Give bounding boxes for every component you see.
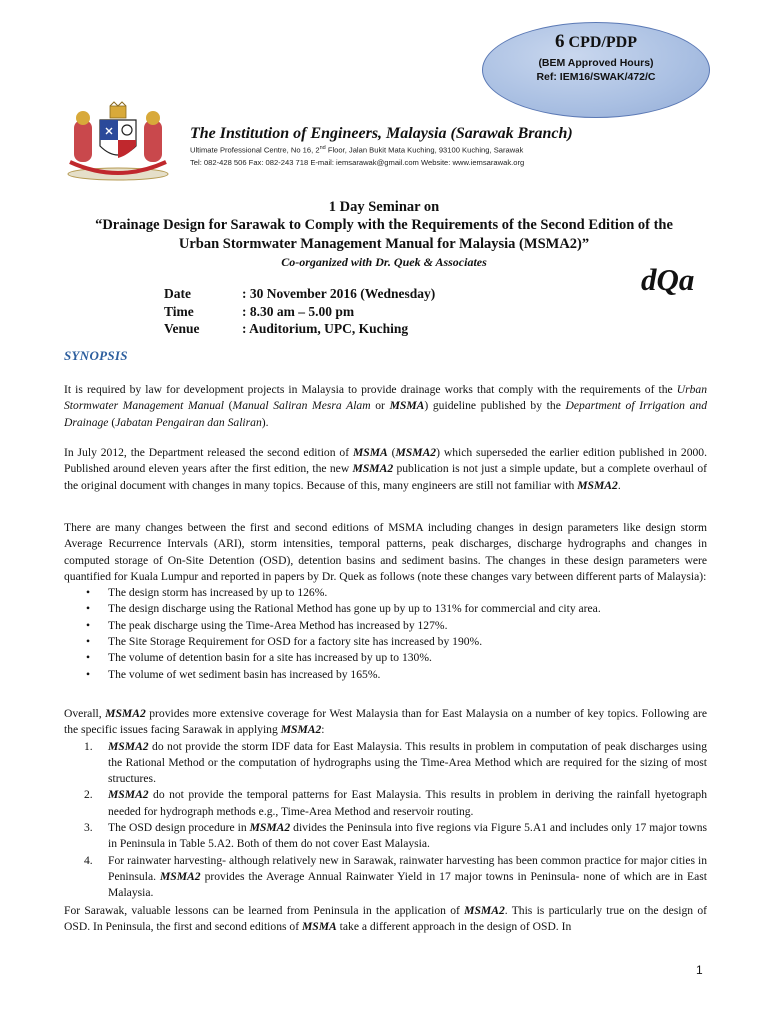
issue-item bbox=[64, 820, 707, 853]
text-run-bold-italic: MSMA2 bbox=[395, 446, 437, 459]
institution-contact: Tel: 082-428 506 Fax: 082-243 718 E-mail: iemsarawak@gmail.com Website: www.iemsarawak.org bbox=[190, 158, 525, 167]
text-run-bold-italic: MSMA2 bbox=[105, 707, 146, 720]
text-run: The OSD design procedure in bbox=[108, 821, 250, 835]
text-run: ( bbox=[387, 446, 396, 459]
detail-label: Date bbox=[164, 286, 191, 301]
text-run-bold-italic: MSMA bbox=[352, 446, 388, 459]
address-part2: Floor, Jalan Bukit Mata Kuching, 93100 Kuching, Sarawak bbox=[325, 145, 524, 155]
text-run: Overall, bbox=[64, 707, 106, 720]
text-run: ) guideline published by the bbox=[424, 399, 566, 413]
issue-item bbox=[64, 853, 707, 902]
detail-time bbox=[164, 303, 435, 321]
issue-item bbox=[64, 739, 707, 788]
text-run: ) which superseded the earlier edition published in 2000. Published around eleven years after the first edition, the new bbox=[64, 446, 707, 476]
seminar-title-line2: Urban Stormwater Management Manual for Malaysia (MSMA2)” bbox=[178, 236, 590, 252]
cpd-approved: (BEM Approved Hours) bbox=[538, 57, 654, 69]
changes-bullet-list bbox=[64, 585, 707, 683]
sarawak-issues-list bbox=[64, 739, 707, 902]
text-run: . This is particularly true on the design of OSD. In Peninsula, the first and second editions of bbox=[64, 904, 707, 934]
seminar-details bbox=[164, 285, 435, 338]
issue-number: 2. bbox=[84, 788, 93, 802]
detail-date bbox=[164, 285, 435, 303]
cpd-unit: CPD/PDP bbox=[568, 34, 637, 51]
text-run: take a different approach in the design of OSD. In bbox=[336, 920, 572, 934]
cpd-badge bbox=[482, 22, 710, 118]
detail-value: : 30 November 2016 (Wednesday) bbox=[242, 286, 436, 301]
text-run: : bbox=[321, 723, 325, 737]
text-run-italic: Jabatan Pengairan dan Saliran bbox=[115, 415, 262, 429]
seminar-label: 1 Day Seminar on bbox=[328, 199, 440, 215]
text-run-italic: Manual Saliran Mesra Alam bbox=[232, 399, 371, 413]
text-run: It is required by law for development projects in Malaysia to provide drainage works that comply with the requirements of the bbox=[64, 383, 677, 396]
text-run-bold-italic: MSMA bbox=[389, 399, 425, 413]
text-run-bold-italic: MSMA2 bbox=[108, 788, 149, 802]
institution-name: The Institution of Engineers, Malaysia (Sarawak Branch) bbox=[190, 125, 573, 142]
text-run-bold-italic: MSMA bbox=[301, 920, 337, 934]
bullet-item: • The design storm has increased by up to 126%. bbox=[64, 585, 707, 601]
seminar-title-line1: “Drainage Design for Sarawak to Comply with the Requirements of the Second Edition of the bbox=[95, 217, 673, 233]
detail-label: Venue bbox=[164, 321, 200, 336]
text-run-italic: Urban Stormwater Management Manual bbox=[64, 383, 707, 413]
synopsis-paragraph-3 bbox=[64, 520, 707, 683]
text-run: For rainwater harvesting- although relatively new in Sarawak, rainwater harvesting has been common practice for major cities in Peninsula. bbox=[108, 853, 707, 883]
co-organized-by: Co-organized with Dr. Quek & Associates bbox=[281, 255, 487, 269]
synopsis-heading: SYNOPSIS bbox=[64, 348, 128, 363]
bullet-item: • The peak discharge using the Time-Area Method has increased by 127%. bbox=[64, 618, 707, 634]
text-run: do not provide the temporal patterns for East Malaysia. This results in problem in deriving the rainfall hyetograph needed for hydrograph methods e.g., Time-Area Method and reservoir routing. bbox=[108, 788, 707, 818]
iem-crest-logo bbox=[60, 100, 176, 182]
text-run: ). bbox=[261, 415, 269, 429]
text-run: provides more extensive coverage for West Malaysia than for East Malaysia on a number of key topics. Following are the specific issues facing Sarawak in applying bbox=[64, 707, 707, 737]
text-run-bold-italic: MSMA2 bbox=[577, 478, 618, 492]
bullet-item: • The Site Storage Requirement for OSD for a factory site has increased by 190%. bbox=[64, 634, 707, 650]
dqa-logo: dQa bbox=[641, 262, 695, 297]
text-run: provides the Average Annual Rainwater Yield in 17 major towns in Peninsula- none of which are in East Malaysia. bbox=[108, 869, 708, 900]
text-run-italic: Department of Irrigation and Drainage bbox=[64, 399, 707, 429]
text-run: divides the Peninsula into five regions via Figure 5.A1 and includes only 17 major towns in Peninsula in Table 5.A2. Both of them do not cover East Malaysia. bbox=[108, 821, 707, 851]
text-run-bold-italic: MSMA2 bbox=[280, 723, 322, 737]
text-run: . bbox=[617, 478, 621, 492]
synopsis-paragraph-1 bbox=[64, 382, 707, 431]
cpd-number: 6 bbox=[555, 31, 565, 52]
text-run: ( bbox=[224, 399, 233, 413]
text-run: publication is not just a simple update, but a complete overhaul of the original document with changes in many topics. Because of this, many engineers are still not familiar with bbox=[64, 462, 708, 492]
text-run-bold-italic: MSMA2 bbox=[159, 869, 201, 883]
detail-value: : 8.30 am – 5.00 pm bbox=[242, 303, 355, 319]
text-run-bold-italic: MSMA2 bbox=[352, 462, 394, 476]
page-number: 1 bbox=[696, 963, 703, 977]
issue-number: 1. bbox=[84, 739, 93, 753]
text-run: do not provide the storm IDF data for East Malaysia. This results in problem in computation of peak discharges using the Rational Method or the computation of hydrographs using the Time-Area Method which are required for the sizing of most structures. bbox=[108, 739, 707, 786]
detail-label: Time bbox=[164, 303, 194, 319]
text-run: ( bbox=[108, 415, 116, 429]
issue-number: 3. bbox=[84, 821, 93, 835]
text-run: In July 2012, the Department released the second edition of bbox=[64, 446, 353, 459]
text-run-bold-italic: MSMA2 bbox=[249, 821, 291, 835]
text-run: or bbox=[370, 399, 390, 413]
institution-address bbox=[190, 145, 523, 155]
cpd-hours bbox=[483, 33, 709, 52]
bullet-item: • The volume of detention basin for a site has increased by up to 130%. bbox=[64, 650, 707, 666]
bullet-item: • The design discharge using the Rational Method has gone up by up to 131% for commercial and city area. bbox=[64, 601, 707, 617]
cpd-ref: Ref: IEM16/SWAK/472/C bbox=[536, 71, 656, 83]
address-sup: nd bbox=[319, 145, 326, 151]
text-run-bold-italic: MSMA2 bbox=[108, 739, 149, 753]
detail-venue bbox=[164, 320, 435, 338]
address-part1: Ultimate Professional Centre, No 16, 2 bbox=[190, 145, 320, 155]
issue-item bbox=[64, 787, 707, 820]
seminar-title-block bbox=[40, 198, 728, 270]
bullet-item: • The volume of wet sediment basin has increased by 165%. bbox=[64, 667, 707, 683]
paragraph-intro: There are many changes between the first and second editions of MSMA including changes in design parameters like design storm Average Recurrence Intervals (ARI), storm intensities, temporal patterns, peak discharges, discharge hydrographs and changes in computed storage of On-Site Detention (OSD), detention basins and sediment basins. The changes in these design parameters were quantified for Kuala Lumpur and reported in papers by Dr. Quek as follows (note these changes vary between different parts of Malaysia): bbox=[64, 521, 707, 583]
synopsis-paragraph-4 bbox=[64, 706, 707, 902]
synopsis-paragraph-5 bbox=[64, 903, 707, 936]
detail-value: : Auditorium, UPC, Kuching bbox=[242, 321, 409, 336]
synopsis-paragraph-2 bbox=[64, 445, 707, 494]
text-run-bold-italic: MSMA2 bbox=[464, 904, 505, 917]
text-run: For Sarawak, valuable lessons can be learned from Peninsula in the application of bbox=[64, 904, 465, 917]
issue-number: 4. bbox=[84, 853, 93, 867]
